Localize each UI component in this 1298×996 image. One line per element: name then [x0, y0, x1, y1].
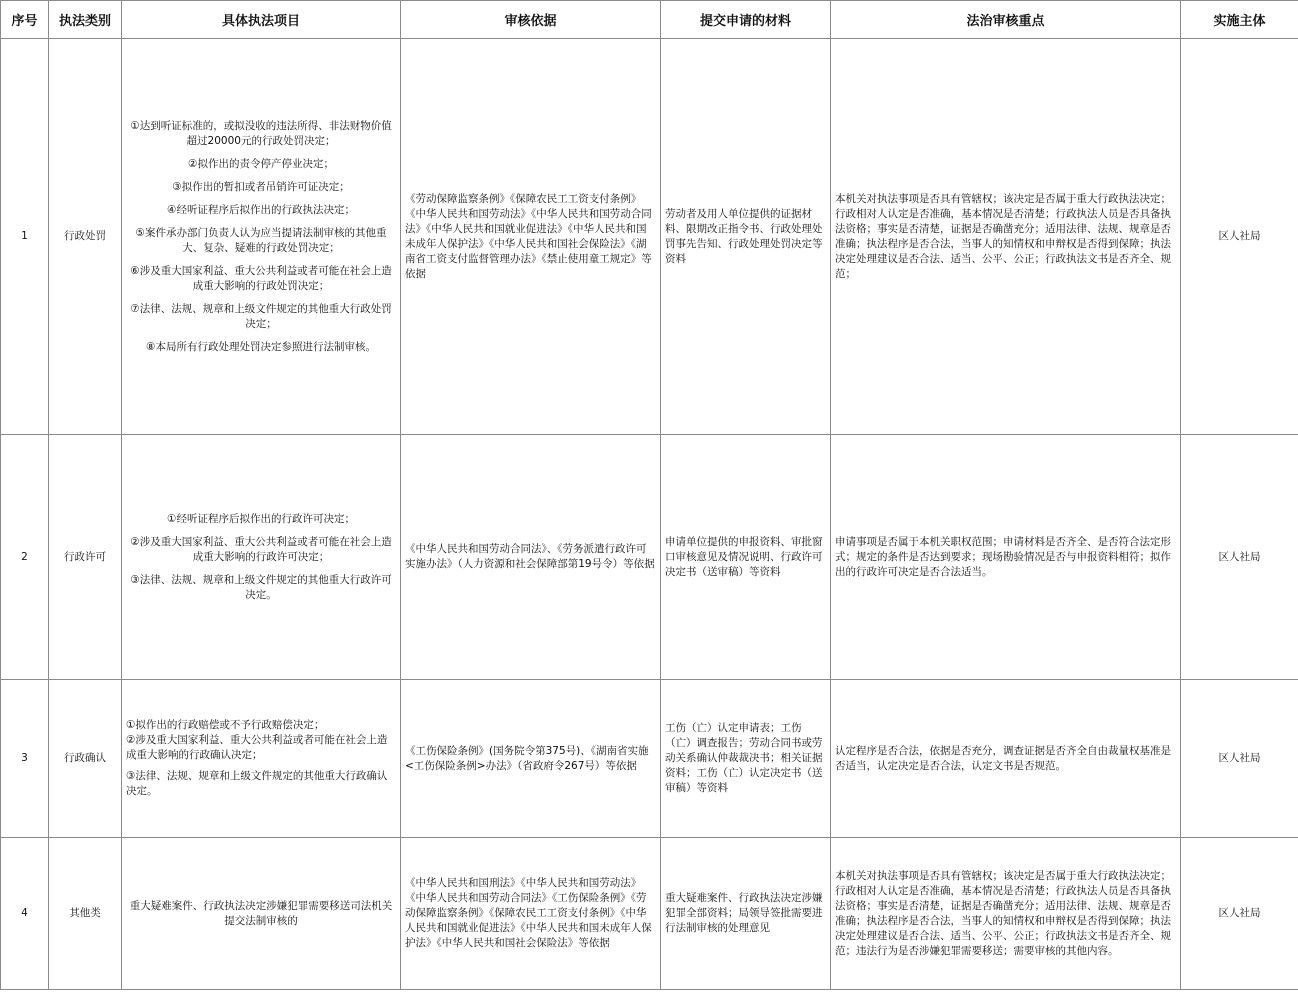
row-basis: 《中华人民共和国劳动合同法》、《劳务派遣行政许可实施办法》（人力资源和社会保障部第19号令）等依据 — [401, 435, 661, 680]
row-basis: 《劳动保障监察条例》《保障农民工工资支付条例》《中华人民共和国劳动法》《中华人民共和国劳动合同法》《中华人民共和国就业促进法》《中华人民共和国未成年人保护法》《中华人民共和国社会保险法》《湖南省工资支付监督管理办法》《禁止使用童工规定》等依据 — [401, 39, 661, 435]
row-agency: 区人社局 — [1181, 39, 1298, 435]
item-text: ④经听证程序后拟作出的行政执法决定； — [167, 203, 355, 216]
row-focus: 申请事项是否属于本机关职权范围；申请材料是否齐全、是否符合法定形式；规定的条件是否达到要求；现场勘验情况是否与申报资料相符；拟作出的行政许可决定是否合法适当。 — [831, 435, 1181, 680]
table-row — [1, 39, 1298, 435]
row-category: 其他类 — [49, 838, 122, 990]
row-category: 行政处罚 — [49, 39, 122, 435]
table-row — [1, 680, 1298, 838]
item-text: ③法律、法规、规章和上级文件规定的其他重大行政确认决定。 — [126, 770, 388, 797]
row-no: 3 — [1, 680, 49, 838]
row-focus: 认定程序是否合法，依据是否充分，调查证据是否齐全自由裁量权基准是否适当，认定决定是否合法，认定文书是否规范。 — [831, 680, 1181, 838]
row-focus: 本机关对执法事项是否具有管辖权；该决定是否属于重大行政执法决定；行政相对人认定是否准确，基本情况是否清楚；行政执法人员是否具备执法资格；事实是否清楚，证据是否确凿充分；适用法律、法规、规章是否准确；执法程序是否合法，当事人的知情权和申辩权是否得到保障；执法决定处理建议是否合法、适当、公平、公正；行政执法文书是否齐全、规范；违法行为是否涉嫌犯罪需要移送；需要审核的其他内容。 — [831, 838, 1181, 990]
header-no: 序号 — [1, 1, 49, 39]
table-row — [1, 838, 1298, 990]
row-agency: 区人社局 — [1181, 838, 1298, 990]
header-basis: 审核依据 — [401, 1, 661, 39]
item-text: ⑤案件承办部门负责人认为应当提请法制审核的其他重大、复杂、疑难的行政处罚决定； — [135, 226, 387, 254]
row-category: 行政许可 — [49, 435, 122, 680]
row-items — [122, 435, 401, 680]
row-no: 4 — [1, 838, 49, 990]
header-focus: 法治审核重点 — [831, 1, 1181, 39]
row-agency: 区人社局 — [1181, 435, 1298, 680]
item-text: ①经听证程序后拟作出的行政许可决定； — [167, 512, 355, 525]
item-text: ③法律、法规、规章和上级文件规定的其他重大行政许可决定。 — [130, 573, 392, 601]
header-category: 执法类别 — [49, 1, 122, 39]
item-text: ②拟作出的责令停产停业决定； — [188, 157, 334, 170]
header-items: 具体执法项目 — [122, 1, 401, 39]
row-category: 行政确认 — [49, 680, 122, 838]
row-materials: 申请单位提供的申报资料、审批窗口审核意见及情况说明、行政许可决定书（送审稿）等资料 — [661, 435, 831, 680]
row-materials: 工伤（亡）认定申请表；工伤（亡）调查报告；劳动合同书或劳动关系确认仲裁裁决书；相关证据资料；工伤（亡）认定决定书（送审稿）等资料 — [661, 680, 831, 838]
item-text: ③拟作出的暂扣或者吊销许可证决定； — [172, 180, 350, 193]
item-text: ①达到听证标准的，或拟没收的违法所得、非法财物价值超过20000元的行政处罚决定； — [130, 119, 392, 147]
row-items — [122, 39, 401, 435]
row-basis: 《中华人民共和国刑法》《中华人民共和国劳动法》《中华人民共和国劳动合同法》《工伤保险条例》《劳动保障监察条例》《保障农民工工资支付条例》《中华人民共和国就业促进法》《中华人民共和国未成年人保护法》《中华人民共和国社会保险法》等依据 — [401, 838, 661, 990]
item-text: ⑧本局所有行政处理处罚决定参照进行法制审核。 — [146, 340, 376, 353]
row-items — [122, 838, 401, 990]
item-text: ⑦法律、法规、规章和上级文件规定的其他重大行政处罚决定； — [130, 302, 392, 330]
item-text: ②涉及重大国家利益、重大公共利益或者可能在社会上造成重大影响的行政确认决定； — [126, 734, 388, 761]
header-row — [1, 1, 1298, 39]
row-materials: 重大疑难案件、行政执法决定涉嫌犯罪全部资料；局领导签批需要进行法制审核的处理意见 — [661, 838, 831, 990]
item-text: ①拟作出的行政赔偿或不予行政赔偿决定； — [126, 719, 325, 731]
header-agency: 实施主体 — [1181, 1, 1298, 39]
row-no: 1 — [1, 39, 49, 435]
table-row — [1, 435, 1298, 680]
row-no: 2 — [1, 435, 49, 680]
item-text: ②涉及重大国家利益、重大公共利益或者可能在社会上造成重大影响的行政许可决定； — [130, 535, 392, 563]
header-materials: 提交申请的材料 — [661, 1, 831, 39]
row-focus: 本机关对执法事项是否具有管辖权；该决定是否属于重大行政执法决定；行政相对人认定是否准确，基本情况是否清楚；行政执法人员是否具备执法资格；事实是否清楚，证据是否确凿充分；适用法律、法规、规章是否准确；执法程序是否合法，当事人的知情权和申辩权是否得到保障；执法决定处理建议是否合法、适当、公平、公正；行政执法文书是否齐全、规范； — [831, 39, 1181, 435]
row-materials: 劳动者及用人单位提供的证据材料、限期改正指令书、行政处理处罚事先告知、行政处理处罚决定等资料 — [661, 39, 831, 435]
row-items — [122, 680, 401, 838]
row-agency: 区人社局 — [1181, 680, 1298, 838]
item-text: ⑥涉及重大国家利益、重大公共利益或者可能在社会上造成重大影响的行政处罚决定； — [130, 264, 392, 292]
item-text: 重大疑难案件、行政执法决定涉嫌犯罪需要移送司法机关提交法制审核的 — [129, 899, 393, 927]
row-basis: 《工伤保险条例》(国务院令第375号)、《湖南省实施<工伤保险条例>办法》（省政府令267号）等依据 — [401, 680, 661, 838]
